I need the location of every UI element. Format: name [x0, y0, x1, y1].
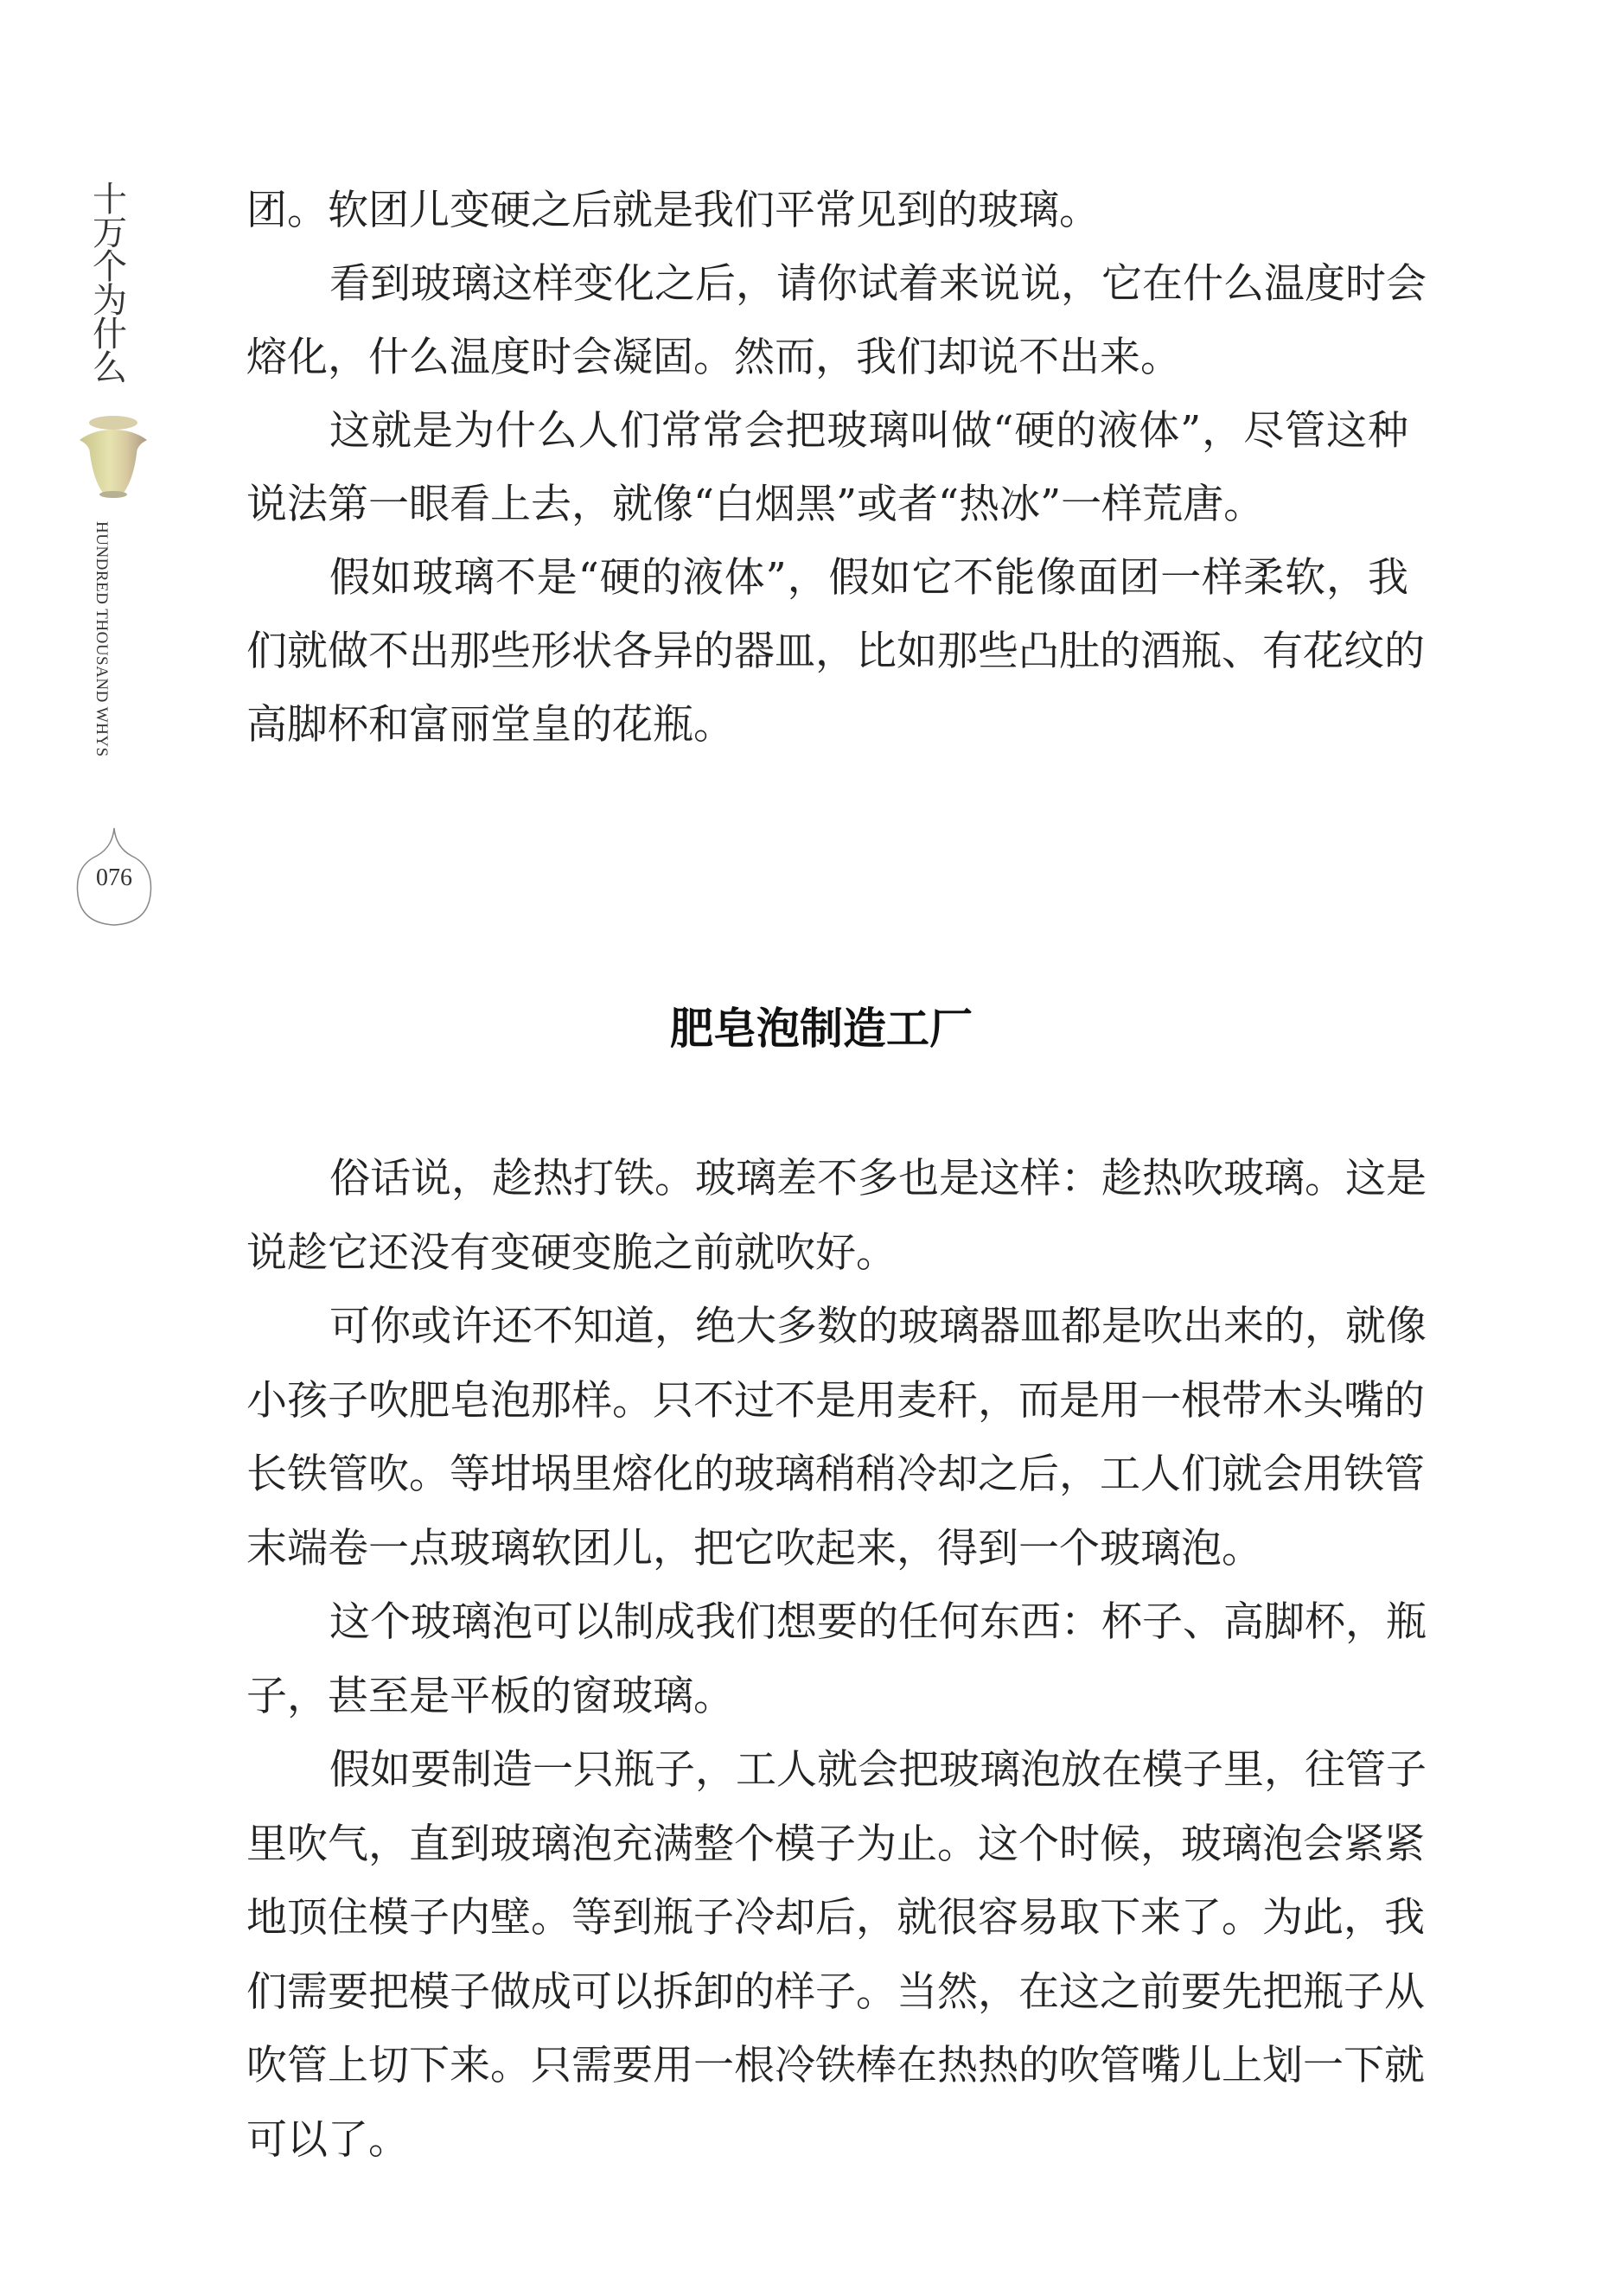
series-title-en: HUNDRED THOUSAND WHYS [93, 521, 111, 757]
text-line: 团。软团儿变硬之后就是我们平常见到的玻璃。 [246, 187, 1100, 234]
text-line: 末端卷一点玻璃软团儿，把它吹起来，得到一个玻璃泡。 [246, 1524, 1262, 1572]
text-line: 们需要把模子做成可以拆卸的样子。当然，在这之前要先把瓶子从 [246, 1968, 1425, 2016]
text-line: 假如玻璃不是“硬的液体”，假如它不能像面团一样柔软，我 [329, 554, 1408, 602]
text-line: 高脚杯和富丽堂皇的花瓶。 [246, 701, 734, 749]
text-line: 长铁管吹。等坩埚里熔化的玻璃稍稍冷却之后，工人们就会用铁管 [246, 1451, 1425, 1498]
text-line: 子，甚至是平板的窗玻璃。 [246, 1672, 734, 1720]
series-char: 个 [93, 247, 127, 287]
text-line: 们就做不出那些形状各异的器皿，比如那些凸肚的酒瓶、有花纹的 [246, 628, 1425, 675]
text-line: 里吹气，直到玻璃泡充满整个模子为止。这个时候，玻璃泡会紧紧 [246, 1820, 1425, 1868]
text-line: 这就是为什么人们常常会把玻璃叫做“硬的液体”，尽管这种 [329, 407, 1408, 455]
text-line: 说趁它还没有变硬变脆之前就吹好。 [246, 1228, 897, 1277]
text-line: 熔化，什么温度时会凝固。然而，我们却说不出来。 [246, 334, 1181, 381]
series-char: 么 [93, 348, 127, 388]
series-char: 万 [93, 214, 127, 253]
series-char: 什 [93, 315, 127, 354]
text-line: 地顶住模子内壁。等到瓶子冷却后，就很容易取下来了。为此，我 [246, 1894, 1425, 1942]
text-line: 看到玻璃这样变化之后，请你试着来说说，它在什么温度时会 [329, 260, 1427, 308]
section-title: 肥皂泡制造工厂 [670, 1004, 973, 1054]
series-char: 为 [93, 281, 127, 321]
text-line: 可以了。 [246, 2115, 409, 2164]
text-line: 这个玻璃泡可以制成我们想要的任何东西：杯子、高脚杯，瓶 [329, 1598, 1427, 1646]
text-line: 假如要制造一只瓶子，工人就会把玻璃泡放在模子里，往管子 [329, 1746, 1427, 1794]
series-title-cn [90, 180, 130, 388]
text-line: 俗话说，趁热打铁。玻璃差不多也是这样：趁热吹玻璃。这是 [329, 1155, 1427, 1202]
text-line: 吹管上切下来。只需要用一根冷铁棒在热热的吹管嘴儿上划一下就 [246, 2042, 1425, 2089]
text-line: 可你或许还不知道，绝大多数的玻璃器皿都是吹出来的，就像 [329, 1303, 1427, 1350]
vase-icon [76, 411, 150, 501]
series-char: 十 [93, 180, 127, 220]
page-number: 076 [96, 864, 132, 891]
text-line: 说法第一眼看上去，就像“白烟黑”或者“热冰”一样荒唐。 [246, 481, 1265, 528]
text-line: 小孩子吹肥皂泡那样。只不过不是用麦秆，而是用一根带木头嘴的 [246, 1376, 1425, 1425]
